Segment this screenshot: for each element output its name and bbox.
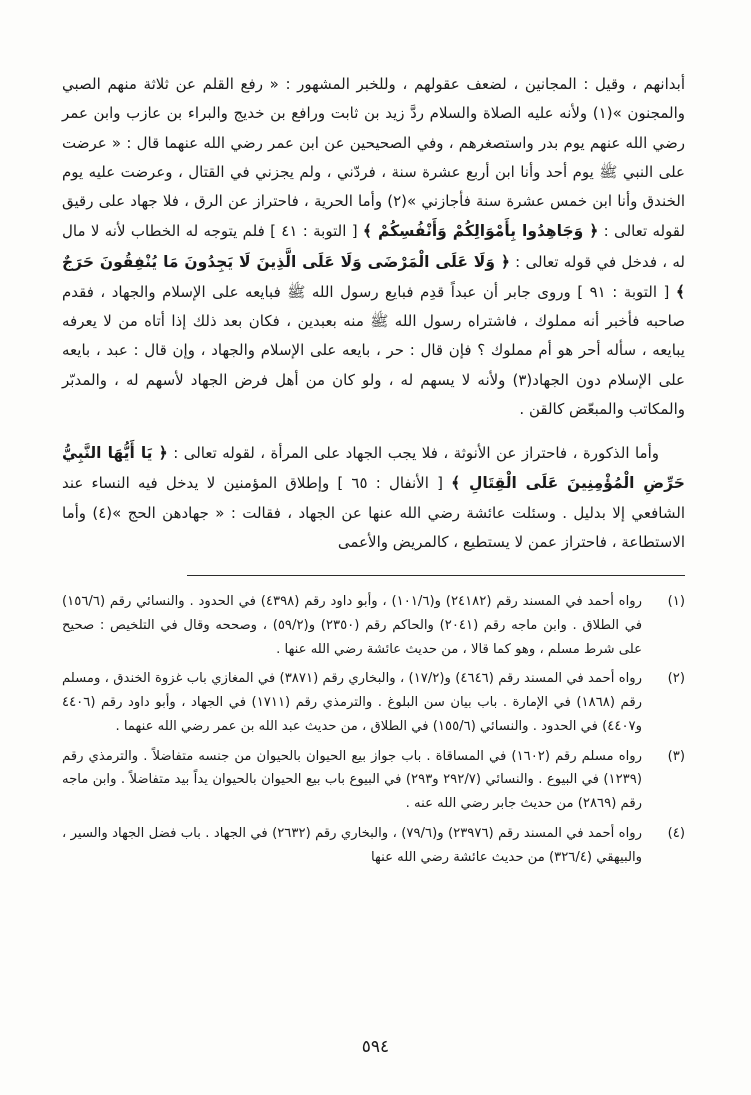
footnote-text: رواه أحمد في المسند رقم (٢٣٩٧٦) و(٧٩/٦) ، والبخاري رقم (٢٦٣٢) في الجهاد . باب فضل الجهاد والسير ، والبيهقي (٣٢٦/٤) من حديث عائشة رضي الله عنها <box>62 825 642 865</box>
footnote-marker: (١) <box>667 594 685 609</box>
body-paragraph-1 <box>62 70 685 424</box>
quran-verse: ﴿ وَلَا عَلَى الْمَرْضَى وَلَا عَلَى الَّذِينَ لَا يَجِدُونَ مَا يُنْفِقُونَ حَرَجٌ ﴾ <box>62 252 685 301</box>
footnote-text: رواه أحمد في المسند رقم (٤٦٤٦) و(١٧/٢) ، والبخاري رقم (٣٨٧١) في المغازي باب غزوة الخندق ، ومسلم رقم (١٨٦٨) في الإمارة . باب بيان سن البلوغ . والترمذي رقم (١٧١١) في الجهاد ، وأبو داود رقم (٤٤٠٦ و٤٤٠٧) في الحدود . والنسائي (١٥٥/٦) في الطلاق ، من حديث عبد الله بن عمر رضي الله عنهما . <box>62 671 643 734</box>
body-text-run: [ التوبة : ٩١ ] وروى جابر أن عبداً قدِم فبايع رسول الله ﷺ فبايعه على الإسلام والجهاد ، فقدم صاحبه فأخبر أنه مملوك ، فاشتراه رسول الله ﷺ منه بعبدين ، فكان بعد ذلك إذا أتاه من لا يعرفه يبايعه ، سأله أحر هو أم مملوك ؟ فإن قال : حر ، بايعه على الإسلام والجهاد ، وإن قال : عبد ، بايعه على الإسلام دون الجهاد(٣) ولأنه لا يسهم له ، ولو كان من أهل فرض الجهاد لأسهم له ، والمدبّر والمكاتب والمبعّض كالقن . <box>62 282 685 418</box>
body-paragraph-2 <box>62 438 685 557</box>
footnote-marker: (٢) <box>667 671 685 687</box>
page-number: ٥٩٤ <box>361 1037 390 1057</box>
footnote-marker: (٣) <box>667 748 685 764</box>
footnote-marker: (٤) <box>667 825 685 841</box>
footnote-item <box>62 590 685 661</box>
quran-verse: ﴿ وَجَاهِدُوا بِأَمْوَالِكُمْ وَأَنْفُسِكُمْ ﴾ <box>362 222 599 241</box>
page-content <box>62 70 685 875</box>
body-text-run: [ الأنفال : ٦٥ ] وإطلاق المؤمنين لا يدخل فيه النساء عند الشافعي إلا بدليل . وسئلت عائشة رضي الله عنها عن الجهاد ، فقالت : « جهادهن الحج »(٤) وأما الاستطاعة ، فاحتراز عمن لا يستطيع ، كالمريض والأعمى <box>62 474 685 551</box>
footnote-item <box>62 745 685 816</box>
footnotes-section <box>62 590 685 869</box>
footnote-item <box>62 667 685 738</box>
body-text-run: [ التوبة : ٤١ ] فلم يتوجه له الخطاب لأنه لا مال له ، فدخل في قوله تعالى : <box>62 222 685 271</box>
body-text-run: أبدانهم ، وقيل : المجانين ، لضعف عقولهم ، وللخبر المشهور : « رفع القلم عن ثلاثة منهم الصبي والمجنون »(١) ولأنه عليه الصلاة والسلام ردَّ زيد بن ثابت ورافع بن خديج والبراء بن عازب وابن عمر رضي الله عنهم يوم بدر واستصغرهم ، وفي الصحيحين عن ابن عمر رضي الله عنهما قال : « عرضت على النبي ﷺ يوم أحد وأنا ابن أربع عشرة سنة ، فردّني ، ولم يجزني في القتال ، وعرضت عليه يوم الخندق وأنا ابن خمس عشرة سنة فأجازني »(٢) وأما الحرية ، فاحتراز عن الرق ، فلا جهاد على رقيق لقوله تعالى : <box>62 75 685 241</box>
footnote-separator <box>187 575 685 576</box>
footnote-item <box>62 822 685 870</box>
footnote-text: رواه أحمد في المسند رقم (٢٤١٨٢) و(١٠١/٦) ، وأبو داود رقم (٤٣٩٨) في الحدود . والنسائي رقم (١٥٦/٦) في الطلاق . وابن ماجه رقم (٢٠٤١) والحاكم رقم (٢٣٥٠) و(٥٩/٢) ، وصححه وقال في التلخيص : صحيح على شرط مسلم ، وهو كما قالا ، من حديث عائشة رضي الله عنها . <box>62 594 642 657</box>
footnote-text: رواه مسلم رقم (١٦٠٢) في المساقاة . باب جواز بيع الحيوان بالحيوان من جنسه متفاضلاً . والترمذي رقم (١٢٣٩) في البيوع . والنسائي (٢٩٢/٧ و٢٩٣) في البيوع باب بيع الحيوان بالحيوان يداً بيد متفاضلاً . وابن ماجه رقم (٢٨٦٩) من حديث جابر رضي الله عنه . <box>62 748 642 812</box>
quran-verse: ﴿ يَا أَيُّهَا النَّبِيُّ حَرِّضِ الْمُؤْمِنِينَ عَلَى الْقِتَالِ ﴾ <box>62 444 685 493</box>
body-text-run: وأما الذكورة ، فاحتراز عن الأنوثة ، فلا يجب الجهاد على المرأة ، لقوله تعالى : <box>173 444 659 462</box>
